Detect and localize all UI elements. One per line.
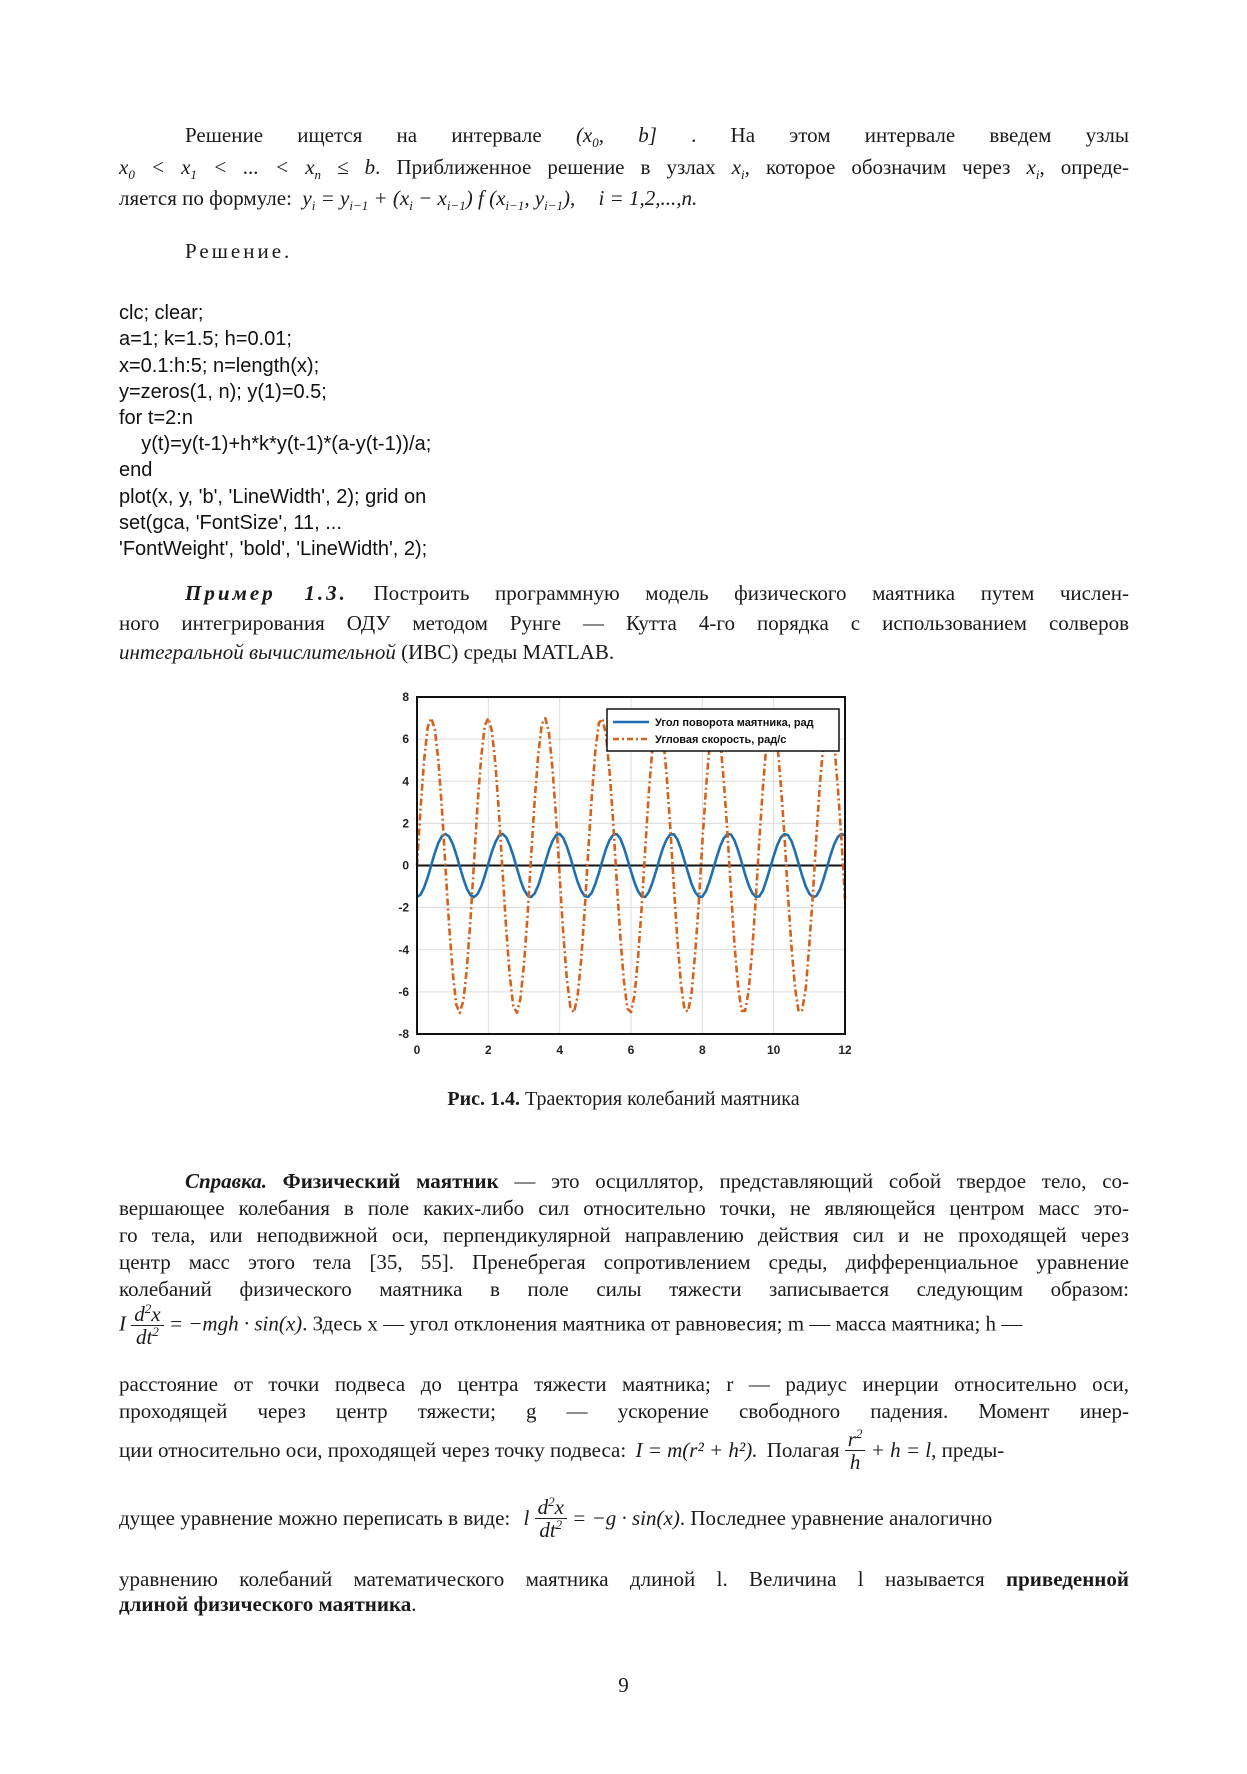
y-tick-label: 2 xyxy=(402,816,409,831)
pendulum-chart xyxy=(385,683,855,1068)
example-label: Пример 1.3. xyxy=(185,581,348,605)
ref-line-8: проходящей через центр тяжести; g — ускорение свободного падения. Момент инер- xyxy=(119,1399,1129,1423)
code-line: clc; clear; xyxy=(119,302,204,325)
caption-label: Рис. 1.4. xyxy=(447,1088,521,1110)
code-line: x=0.1:h:5; n=length(x); xyxy=(119,354,320,377)
intro-line-1 xyxy=(185,122,1129,151)
y-tick-label: -8 xyxy=(398,1027,409,1041)
equation-text: . Здесь x — угол отклонения маятника от равновесия; m — масса маятника; h — xyxy=(302,1311,1023,1336)
second-derivative-fraction: $\frac{d^2x}{dt^2}$ xyxy=(131,1303,163,1348)
ref-l9-b: Полагая xyxy=(766,1438,840,1462)
r-squared-over-h: $\frac{r^2}{h}$ xyxy=(845,1428,866,1473)
ref-l9-c: + h = l xyxy=(870,1438,932,1462)
y-tick-label: 4 xyxy=(402,774,409,789)
y-tick-label: 6 xyxy=(402,732,409,747)
x-tick-label: 4 xyxy=(556,1043,564,1057)
x-tick-label: 2 xyxy=(484,1043,492,1057)
xi-1: $x_i$ xyxy=(731,155,745,183)
intro-line-3 xyxy=(119,186,698,214)
ref-l10-a: дущее уравнение можно переписать в виде: xyxy=(119,1506,511,1530)
ref-l10-b: . Последнее уравнение аналогично xyxy=(679,1506,993,1530)
legend-label-1: Угловая скорость, рад/с xyxy=(655,734,787,746)
ref-line-2: вершающее колебания в поле каких-либо сил относительно точки, не являющейся центром масс это- xyxy=(119,1196,1129,1220)
euler-formula: $y_i = y_{i-1} + (x_i - x_{i-1})$ f ($x_{i-1}$, $y_{i-1}$), xyxy=(302,186,576,214)
ref-l10-rhs: = −g · sin(x) xyxy=(572,1506,680,1530)
intro-l2-post: . Приближенное решение в узлах xyxy=(375,155,716,179)
ref-equation-line: I $\frac{d^2x}{dt^2}$ = −mgh · sin(x). Здесь x — угол отклонения маятника от равновесия; m — масса маятника; h — xyxy=(119,1301,1023,1349)
example-l1-text: Построить программную модель физического маятника путем числен- xyxy=(373,581,1130,605)
ref-l12-b: длиной физического маятника xyxy=(119,1592,412,1616)
ref-line-9 xyxy=(119,1428,1004,1473)
legend-label-0: Угол поворота маятника, рад xyxy=(655,717,814,729)
subscript-zero: 0 xyxy=(592,135,599,151)
x-tick-label: 10 xyxy=(766,1043,781,1057)
y-tick-label: -6 xyxy=(398,984,409,999)
ref-line-11 xyxy=(119,1566,1129,1592)
intro-text-d: . На этом интервале введем узлы xyxy=(691,123,1129,147)
x-tick-label: 8 xyxy=(698,1043,706,1057)
intro-l2-end: , опреде- xyxy=(1039,155,1130,179)
interval-end: , b] xyxy=(598,123,657,147)
equation-rhs: = −mgh · sin(x) xyxy=(168,1311,303,1336)
page-number: 9 xyxy=(618,1673,629,1697)
ref-line-10: дущее уравнение можно переписать в виде: l $\frac{d^2x}{dt^2}$ = −g · sin(x). Последнее уравнение аналогично xyxy=(119,1494,993,1542)
index-range: i = 1,2,...,n. xyxy=(598,186,698,210)
example-l3-rest: (ИВС) среды MATLAB. xyxy=(395,640,615,664)
code-block xyxy=(119,274,431,588)
x-tick-label: 6 xyxy=(627,1043,635,1057)
code-line: end xyxy=(119,459,153,482)
xi-2: $x_i$ xyxy=(1026,155,1040,183)
x-tick-label: 0 xyxy=(413,1043,421,1057)
code-line: y=zeros(1, n); y(1)=0.5; xyxy=(119,380,327,403)
ref-line-5: колебаний физического маятника в поле силы тяжести записывается следующим образом: xyxy=(119,1277,1129,1301)
ref-l11-a: уравнению колебаний математического маятника длиной l. Величина l называется xyxy=(119,1567,985,1591)
y-tick-label: -2 xyxy=(398,900,409,915)
ref-l9-d: , преды- xyxy=(931,1438,1005,1462)
ref-l11-b: приведенной xyxy=(1005,1567,1129,1591)
ref-line-12 xyxy=(119,1592,417,1617)
intro-l3-pre: ляется по формуле: xyxy=(119,186,292,210)
y-tick-label: 8 xyxy=(402,690,409,704)
intro-text-a: Решение ищется на интервале xyxy=(185,123,542,147)
code-line: y(t)=y(t-1)+h*k*y(t-1)*(a-y(t-1))/a; xyxy=(119,433,432,456)
ref-l1-rest: — это осциллятор, представляющий собой твердое тело, со- xyxy=(498,1169,1130,1193)
interval-start: (x xyxy=(575,123,593,147)
y-tick-label: 0 xyxy=(402,858,409,873)
y-tick-label: -4 xyxy=(398,942,409,957)
code-line: plot(x, y, 'b', 'LineWidth', 2); grid on xyxy=(119,485,427,508)
ref-l12-end: . xyxy=(411,1592,417,1616)
code-line: a=1; k=1.5; h=0.01; xyxy=(119,328,292,351)
node-chain: $x_0 < x_1$ < ... < $x_n \le b$ xyxy=(119,155,376,183)
caption-text: Траектория колебаний маятника xyxy=(520,1088,800,1110)
example-italic: интегральной вычислительной xyxy=(119,640,396,664)
figure-caption xyxy=(0,1088,1247,1111)
ref-line-3: го тела, или неподвижной оси, перпендикулярной направлению действия сил и не проходящей через xyxy=(119,1223,1129,1247)
intro-l2-mid: , которое обозначим через xyxy=(744,155,1011,179)
code-line: set(gca, 'FontSize', 11, ... xyxy=(119,511,342,534)
ref-line-7: расстояние от точки подвеса до центра тяжести маятника; r — радиус инерции относительно оси, xyxy=(119,1372,1129,1396)
x-tick-label: 12 xyxy=(838,1043,852,1057)
reduced-equation-fraction: $\frac{d^2x}{dt^2}$ xyxy=(535,1496,567,1541)
reference-label: Справка. xyxy=(185,1169,267,1193)
example-line-1 xyxy=(185,580,1129,606)
reference-term: Физический маятник xyxy=(282,1169,499,1193)
ref-l9-a: ции относительно оси, проходящей через точку подвеса: xyxy=(119,1438,627,1462)
intro-line-2 xyxy=(119,154,1130,183)
example-line-2: ного интегрирования ОДУ методом Рунге — Кутта 4-го порядка с использованием солверов xyxy=(119,611,1129,635)
code-line: for t=2:n xyxy=(119,407,193,430)
inertia-formula: I = m(r² + h²). xyxy=(635,1438,758,1462)
ref-line-1 xyxy=(185,1168,1129,1194)
example-line-3 xyxy=(119,640,614,665)
solution-label: Решение. xyxy=(185,239,293,263)
code-line: 'FontWeight', 'bold', 'LineWidth', 2); xyxy=(119,538,428,561)
ref-line-4: центр масс этого тела [35, 55]. Пренебрегая сопротивлением среды, дифференциальное уравнение xyxy=(119,1250,1129,1274)
